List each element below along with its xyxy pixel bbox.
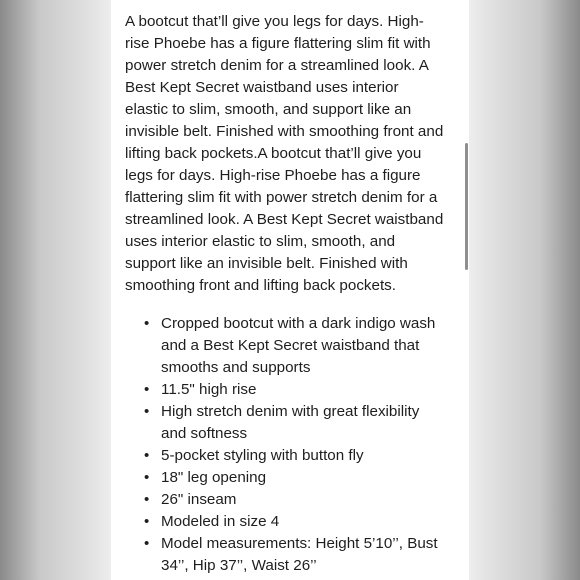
feature-list-item bbox=[144, 379, 445, 401]
feature-text: 5-pocket styling with button fly bbox=[161, 447, 364, 464]
feature-text: 18" leg opening bbox=[161, 469, 267, 486]
description-content bbox=[125, 11, 445, 577]
feature-list-item bbox=[144, 511, 445, 533]
feature-list-item bbox=[144, 489, 445, 511]
feature-text: Modeled in size 4 bbox=[161, 513, 280, 530]
feature-list-item bbox=[144, 313, 445, 379]
bullet-icon: • bbox=[144, 469, 150, 486]
feature-text: 26" inseam bbox=[161, 491, 237, 508]
feature-text: 11.5" high rise bbox=[161, 381, 257, 398]
feature-text: High stretch denim with great flexibility and softness bbox=[161, 403, 420, 442]
bullet-icon: • bbox=[144, 513, 150, 530]
feature-list-item bbox=[144, 533, 445, 577]
bullet-icon: • bbox=[144, 447, 150, 464]
feature-list-item bbox=[144, 445, 445, 467]
feature-text: Cropped bootcut with a dark indigo wash and a Best Kept Secret waistband that smooths and supports bbox=[161, 315, 436, 376]
feature-list-item bbox=[144, 467, 445, 489]
scrollbar-thumb[interactable] bbox=[465, 143, 468, 270]
bullet-icon: • bbox=[144, 381, 150, 398]
bullet-icon: • bbox=[144, 491, 150, 508]
feature-list bbox=[125, 313, 445, 577]
bullet-icon: • bbox=[144, 403, 150, 420]
feature-list-item bbox=[144, 401, 445, 445]
product-description-panel bbox=[111, 0, 469, 580]
feature-text: Model measurements: Height 5’10’’, Bust 34’’, Hip 37’’, Waist 26’’ bbox=[161, 535, 438, 574]
product-description-text: A bootcut that’ll give you legs for days. High-rise Phoebe has a figure flattering slim fit with power stretch denim for a streamlined look. A Best Kept Secret waistband uses interior elastic to slim, smooth, and support like an invisible belt. Finished with smoothing front and lifting back pockets.A bootcut that’ll give you legs for days. High-rise Phoebe has a figure flattering slim fit with power stretch denim for a streamlined look. A Best Kept Secret waistband uses interior elastic to slim, smooth, and support like an invisible belt. Finished with smoothing front and lifting back pockets. bbox=[125, 13, 444, 294]
bullet-icon: • bbox=[144, 535, 150, 552]
bullet-icon: • bbox=[144, 315, 150, 332]
